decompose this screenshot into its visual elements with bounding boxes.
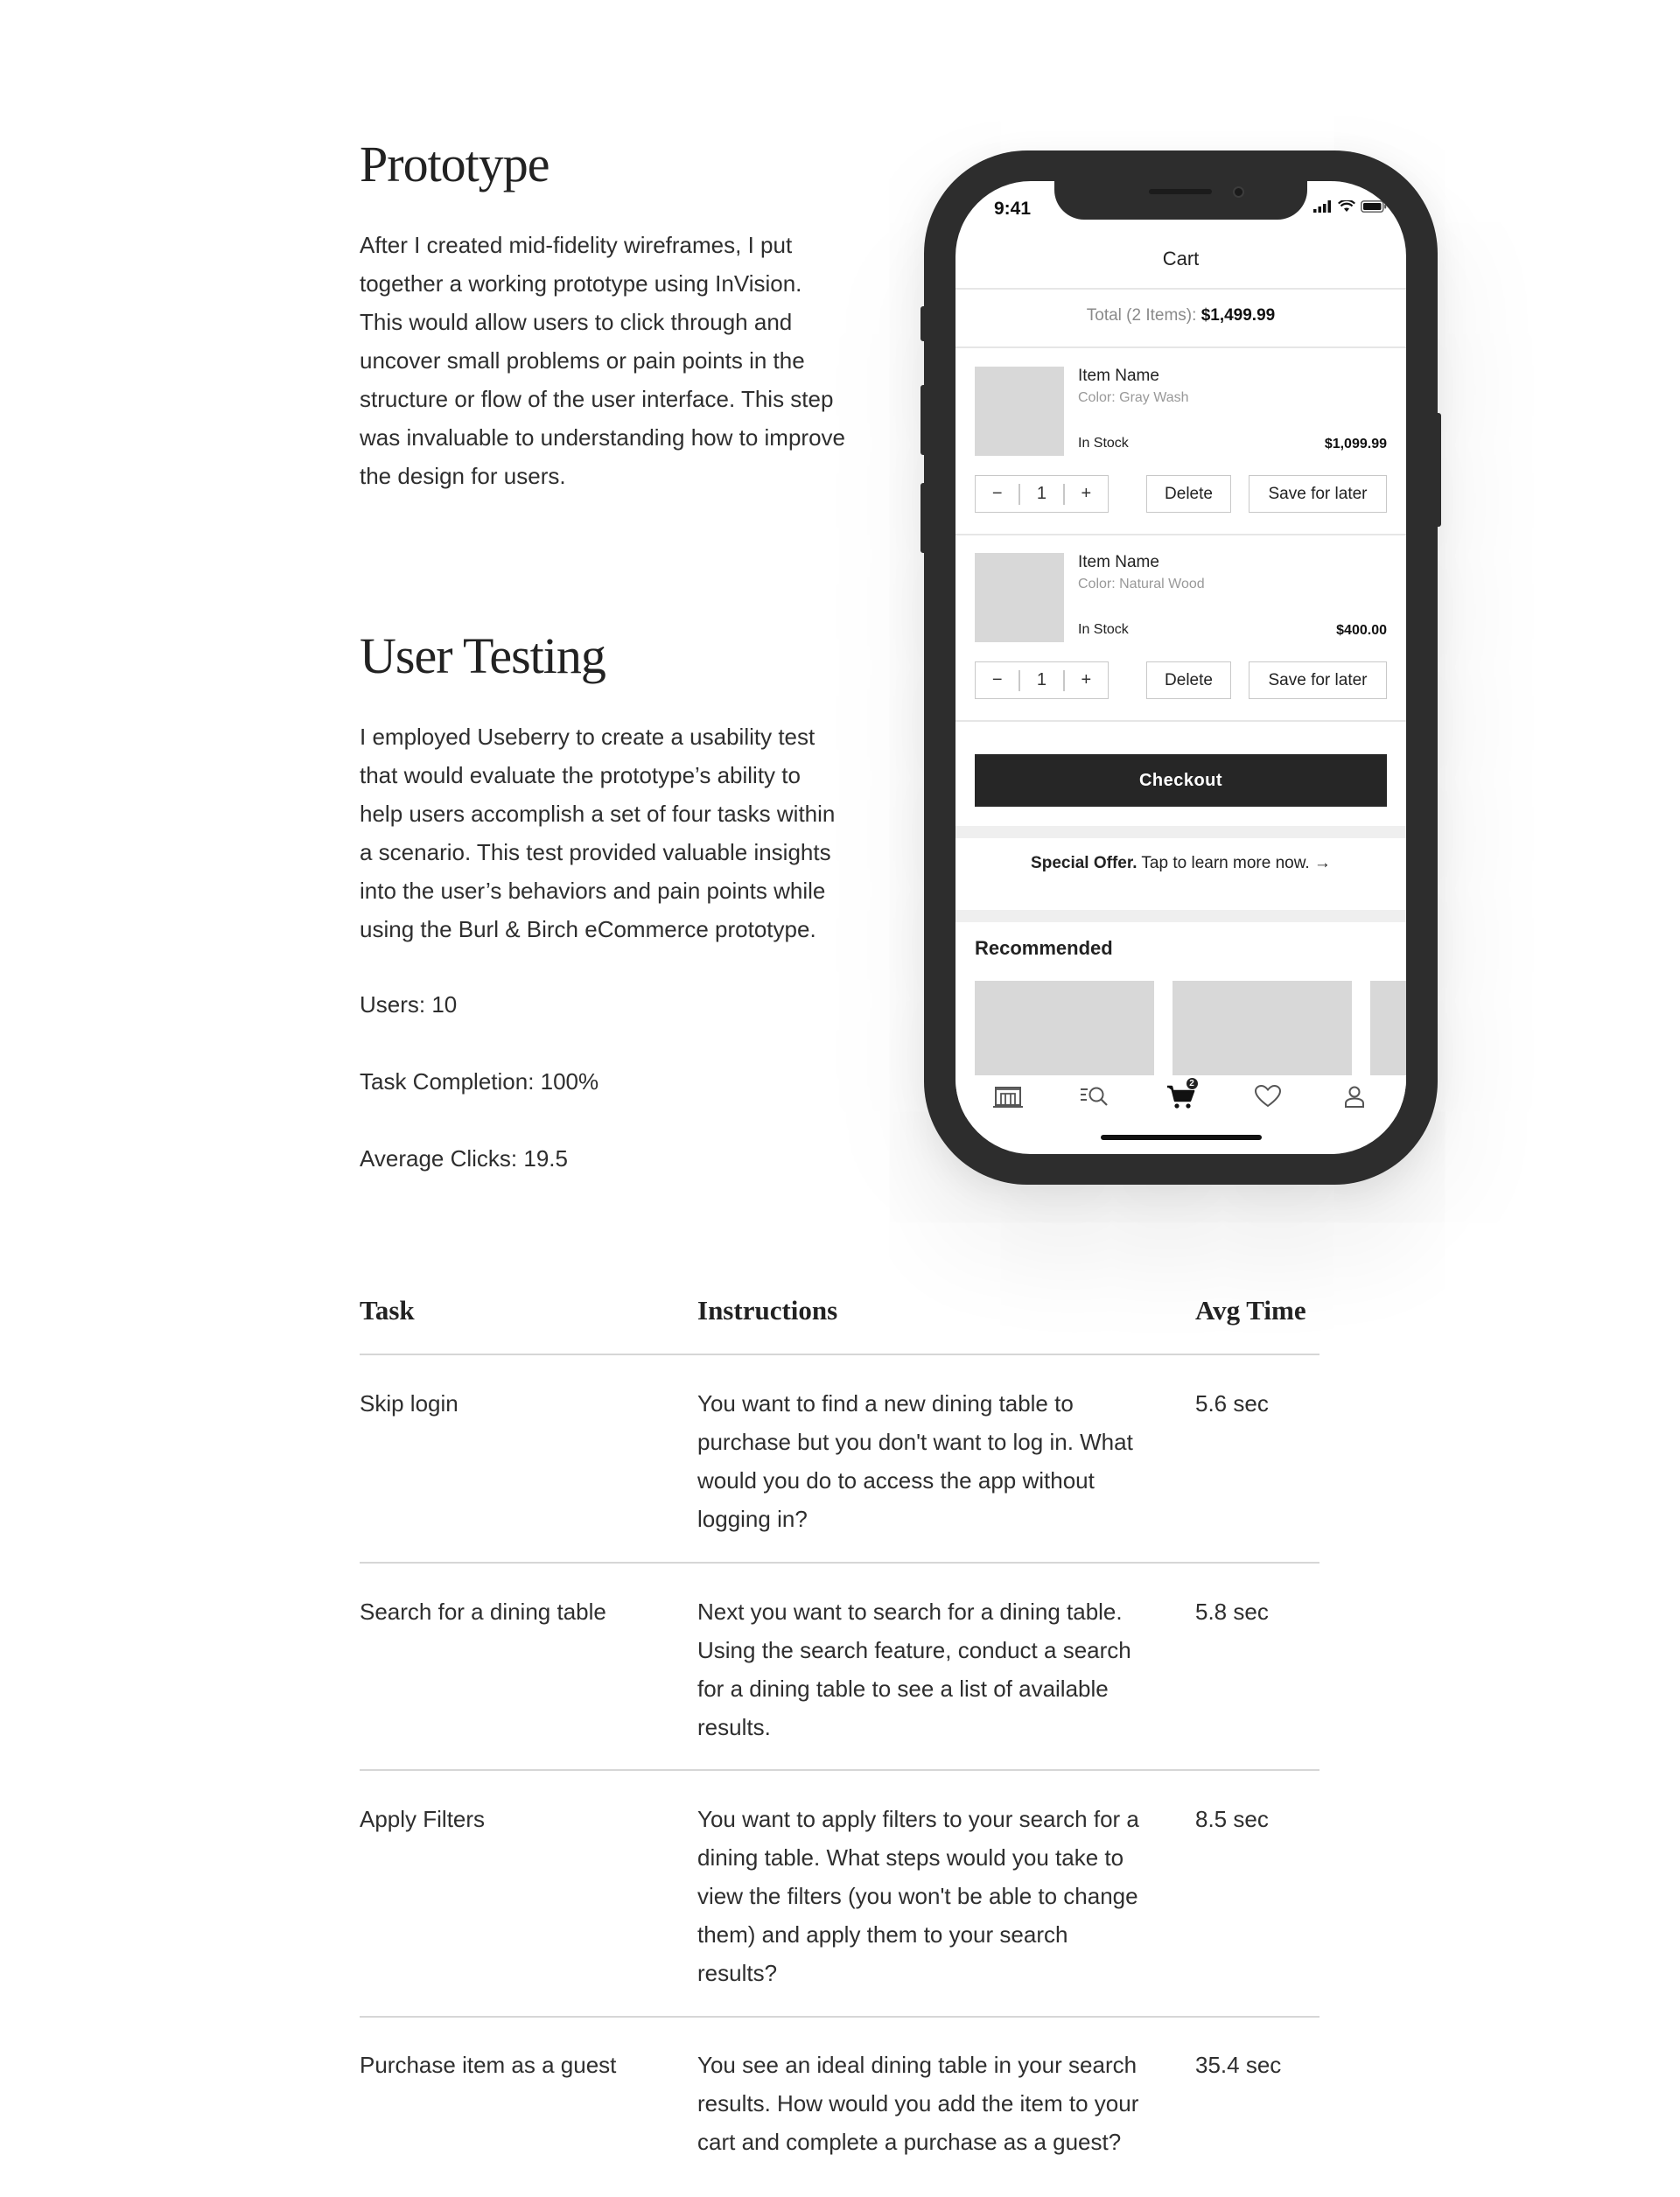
instructions-cell: You see an ideal dining table in your search results. How would you add the item to your cart and complete a purchase as a guest? — [697, 2052, 1139, 2155]
users-stat: Users: 10 — [360, 991, 458, 1018]
search-icon — [1079, 1084, 1110, 1109]
phone-notch — [1054, 181, 1307, 220]
signal-icon — [1313, 200, 1333, 213]
table-header-time: Avg Time — [1195, 1295, 1306, 1326]
item-name[interactable]: Item Name — [1078, 367, 1159, 385]
item-price: $1,099.99 — [1324, 437, 1387, 451]
item-price: $400.00 — [1336, 623, 1387, 638]
heart-icon — [1254, 1084, 1282, 1109]
profile-icon — [1342, 1084, 1367, 1109]
front-camera — [1233, 186, 1244, 198]
delete-button[interactable]: Delete — [1146, 475, 1231, 513]
recommended-card[interactable] — [975, 981, 1154, 1086]
task-cell: Skip login — [360, 1390, 458, 1417]
save-for-later-button[interactable]: Save for later — [1249, 661, 1387, 699]
checkout-button[interactable]: Checkout — [975, 754, 1387, 807]
divider — [956, 346, 1406, 348]
tab-favorites[interactable] — [1250, 1079, 1285, 1114]
quantity-value: 1 — [1036, 670, 1047, 689]
user-testing-paragraph: I employed Useberry to create a usability test that would evaluate the prototype’s ability to help users accomplish a set of four tasks within a scenario. This test provided valuable insights into the user’s behaviors and pain points while using the Burl & Birch eCommerce prototype. — [360, 724, 836, 942]
tab-profile[interactable] — [1337, 1079, 1372, 1114]
row-divider — [360, 2016, 1320, 2018]
cart-item — [975, 367, 1387, 542]
divider — [956, 534, 1406, 535]
phone-power-button — [1434, 413, 1441, 527]
table-header-rule — [360, 1354, 1320, 1355]
quantity-stepper — [975, 475, 1109, 513]
status-time: 9:41 — [994, 199, 1032, 219]
status-icons — [1313, 200, 1387, 213]
battery-icon — [1361, 200, 1387, 213]
decrement-button[interactable]: − — [991, 484, 1003, 503]
phone-mute-switch — [920, 306, 928, 341]
row-divider — [360, 1769, 1320, 1771]
prototype-paragraph: After I created mid-fidelity wireframes, I put together a working prototype using InVision. This would allow users to click through and uncover small problems or pain points in the structure or flow of the user interface. This step was invaluable to understanding how to improve the design for users. — [360, 232, 846, 489]
divider — [956, 288, 1406, 290]
phone-volume-down — [920, 483, 928, 553]
item-name[interactable]: Item Name — [1078, 553, 1159, 571]
home-icon — [993, 1084, 1023, 1109]
clicks-stat: Average Clicks: 19.5 — [360, 1145, 568, 1172]
table-header-task: Task — [360, 1295, 415, 1326]
phone-volume-up — [920, 385, 928, 455]
item-stock: In Stock — [1078, 622, 1129, 637]
increment-button[interactable]: + — [1081, 484, 1092, 503]
recommended-heading: Recommended — [975, 937, 1113, 959]
save-for-later-button[interactable]: Save for later — [1249, 475, 1387, 513]
special-offer-banner[interactable]: Special Offer. Tap to learn more now. → — [1031, 854, 1331, 872]
user-testing-heading: User Testing — [360, 627, 606, 684]
divider — [956, 720, 1406, 722]
cart-item — [975, 553, 1387, 728]
instructions-cell: You want to apply filters to your search for a dining table. What steps would you take to view the filters (you won't be able to change them) and apply them to your search results? — [697, 1806, 1139, 1986]
instructions-cell: Next you want to search for a dining table. Using the search feature, conduct a search for a dining table to see a list of available results. — [697, 1599, 1131, 1740]
time-cell: 5.8 sec — [1195, 1599, 1269, 1625]
recommended-card[interactable] — [1370, 981, 1406, 1086]
item-color: Color: Natural Wood — [1078, 577, 1205, 591]
recommended-card[interactable] — [1172, 981, 1352, 1086]
task-cell: Search for a dining table — [360, 1599, 606, 1625]
time-cell: 5.6 sec — [1195, 1390, 1269, 1417]
quantity-stepper — [975, 661, 1109, 699]
tab-home[interactable] — [990, 1079, 1026, 1114]
completion-stat: Task Completion: 100% — [360, 1068, 599, 1095]
decrement-button[interactable]: − — [991, 670, 1003, 689]
item-stock: In Stock — [1078, 436, 1129, 451]
delete-button[interactable]: Delete — [1146, 661, 1231, 699]
section-separator — [956, 826, 1406, 838]
item-thumbnail[interactable] — [975, 367, 1064, 456]
cart-total: Total (2 Items): $1,499.99 — [1086, 306, 1276, 325]
time-cell: 8.5 sec — [1195, 1806, 1269, 1832]
table-header-instructions: Instructions — [697, 1295, 838, 1326]
cart-count-badge: 2 — [1186, 1077, 1199, 1090]
home-indicator[interactable] — [1101, 1135, 1262, 1140]
speaker-grille — [1149, 189, 1212, 194]
increment-button[interactable]: + — [1081, 670, 1092, 689]
cart-title: Cart — [1162, 248, 1200, 269]
item-color: Color: Gray Wash — [1078, 390, 1189, 405]
quantity-value: 1 — [1036, 484, 1047, 503]
row-divider — [360, 1562, 1320, 1564]
wifi-icon — [1338, 200, 1355, 213]
tab-search[interactable] — [1077, 1079, 1112, 1114]
tab-cart[interactable] — [1164, 1079, 1199, 1114]
prototype-heading: Prototype — [360, 136, 550, 192]
phone-screen — [956, 181, 1406, 1154]
instructions-cell: You want to find a new dining table to purchase but you don't want to log in. What would you do to access the app without logging in? — [697, 1390, 1133, 1532]
phone-mockup — [924, 150, 1438, 1185]
time-cell: 35.4 sec — [1195, 2052, 1282, 2078]
section-separator — [956, 910, 1406, 922]
task-cell: Purchase item as a guest — [360, 2052, 617, 2078]
item-thumbnail[interactable] — [975, 553, 1064, 642]
tab-bar — [956, 1075, 1406, 1117]
task-cell: Apply Filters — [360, 1806, 486, 1832]
